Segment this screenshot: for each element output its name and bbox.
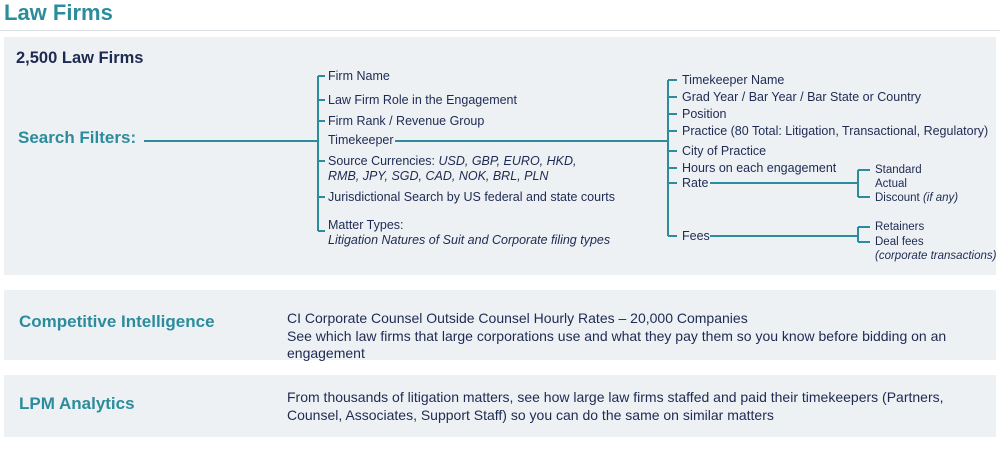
panel-heading: 2,500 Law Firms	[16, 49, 144, 67]
rate-discount-label: Discount	[875, 192, 920, 204]
rate-standard: Standard	[875, 164, 922, 176]
filter-law-firm-role: Law Firm Role in the Engagement	[328, 93, 517, 107]
tk-timekeeper-name: Timekeeper Name	[682, 73, 785, 87]
filter-source-currencies	[328, 154, 576, 183]
currencies-line-1: USD, GBP, EURO, HKD,	[438, 154, 577, 168]
filter-firm-name: Firm Name	[328, 69, 390, 83]
competitive-intelligence-panel	[4, 290, 996, 360]
lpm-analytics-panel	[4, 375, 996, 437]
lpm-description: From thousands of litigation matters, see how large law firms staffed and paid their timekeepers (Partners, Counsel, Associates, Support Staff) so you can do the same on similar matters	[287, 389, 944, 423]
lpm-title: LPM Analytics	[19, 394, 135, 413]
tk-practice: Practice (80 Total: Litigation, Transactional, Regulatory)	[682, 124, 989, 138]
matter-types-detail: Litigation Natures of Suit and Corporate filing types	[328, 232, 611, 247]
ci-title: Competitive Intelligence	[19, 312, 215, 331]
rate-actual: Actual	[875, 178, 907, 190]
tk-hours: Hours on each engagement	[682, 161, 837, 175]
search-filters-label: Search Filters:	[18, 128, 137, 147]
ci-description	[287, 310, 967, 363]
filter-jurisdictional-search: Jurisdictional Search by US federal and state courts	[328, 190, 615, 204]
ci-line-2: See which law firms that large corporations use and what they pay them so you know before bidding on an engagement	[287, 327, 947, 361]
tk-grad-year: Grad Year / Bar Year / Bar State or Country	[682, 90, 922, 104]
matter-types-label: Matter Types:	[328, 218, 404, 232]
page-title: Law Firms	[4, 0, 113, 25]
filter-timekeeper: Timekeeper	[328, 133, 394, 147]
fee-deal-fees-note: (corporate transactions)	[875, 250, 997, 262]
ci-line-1: CI Corporate Counsel Outside Counsel Hourly Rates – 20,000 Companies	[287, 310, 748, 326]
tk-position: Position	[682, 107, 727, 121]
tk-fees: Fees	[682, 229, 710, 243]
tk-city-of-practice: City of Practice	[682, 144, 767, 158]
filter-matter-types	[328, 218, 610, 247]
fee-retainers: Retainers	[875, 221, 925, 233]
currencies-label: Source Currencies:	[328, 154, 435, 168]
filter-firm-rank: Firm Rank / Revenue Group	[328, 114, 485, 128]
rate-discount	[875, 191, 958, 206]
currencies-line-2: RMB, JPY, SGD, CAD, NOK, BRL, PLN	[328, 168, 549, 183]
rate-discount-note: (if any)	[922, 192, 959, 204]
tk-rate: Rate	[682, 176, 709, 190]
fee-deal-fees: Deal fees	[875, 236, 924, 248]
